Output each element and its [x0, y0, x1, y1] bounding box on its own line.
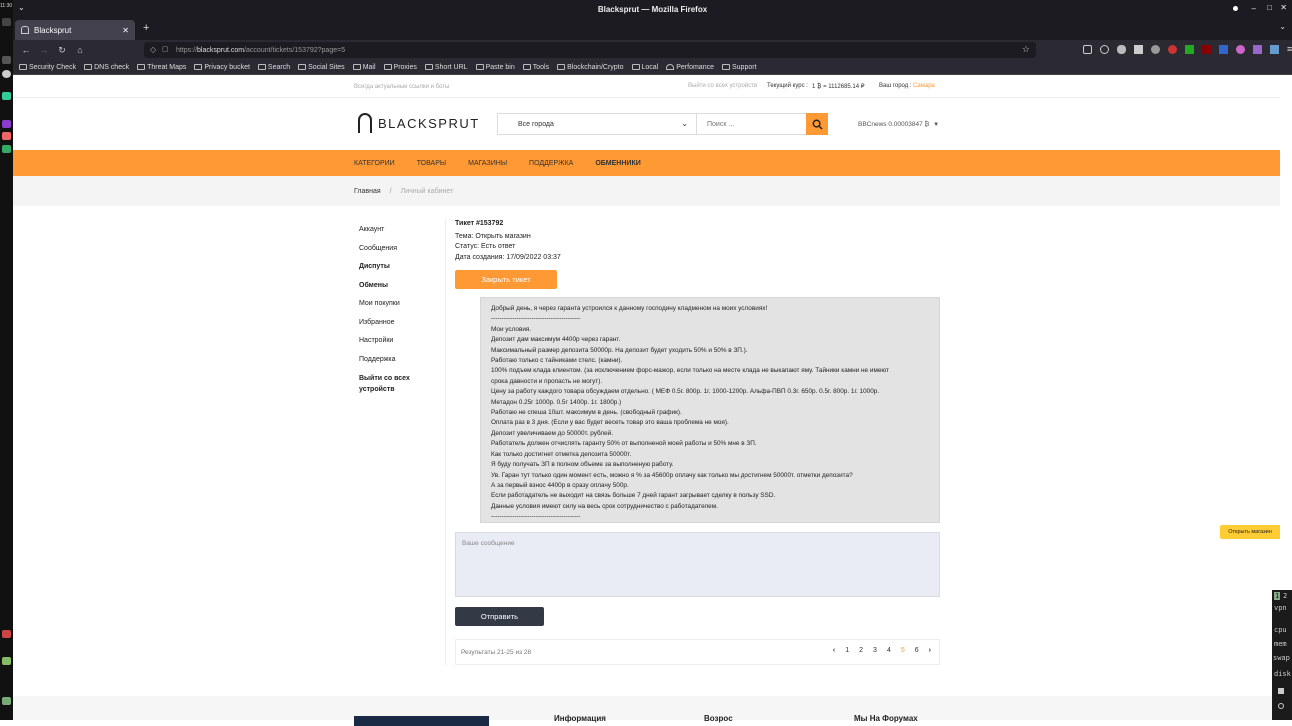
message-line: ------------------------------------------: [491, 315, 581, 323]
page-1[interactable]: 1: [845, 647, 850, 654]
page-6[interactable]: 6: [914, 647, 919, 654]
bookmark-label: Social Sites: [308, 63, 345, 71]
vpn-label: vpn: [1274, 604, 1287, 612]
main-menu: [13, 150, 1280, 176]
bitwarden-icon[interactable]: [1219, 45, 1228, 54]
bookmark-label: Support: [732, 63, 757, 71]
footer-heading-forums: Мы На Форумах: [854, 714, 918, 723]
os-volume-icon[interactable]: [2, 18, 11, 26]
bookmark-label: Paste bin: [485, 63, 515, 71]
speedometer-icon: [666, 64, 674, 70]
url-prefix: https://: [176, 46, 198, 54]
ticket-topic: Тема: Открыть магазин: [455, 232, 531, 240]
prev-page-icon[interactable]: ‹: [832, 647, 836, 654]
os-folder-icon[interactable]: [2, 657, 11, 665]
rate-value: 1 ₿ = 1112685.14 ₽: [812, 84, 865, 90]
page-4[interactable]: 4: [886, 647, 891, 654]
folder-icon: [425, 64, 433, 70]
menu-exchangers[interactable]: ОБМЕННИКИ: [595, 159, 641, 167]
adblock-icon[interactable]: [1168, 45, 1177, 54]
search-button[interactable]: [806, 113, 828, 135]
footer-heading-age: Возрос: [704, 714, 733, 723]
city-select-value: Все города: [518, 120, 554, 128]
bookmark-threat-maps[interactable]: [137, 64, 186, 71]
folder-icon: [258, 64, 266, 70]
url-bar[interactable]: [144, 42, 1036, 58]
message-line: Мои условия.: [491, 325, 532, 333]
cpu-label: cpu: [1274, 626, 1287, 634]
bookmark-label: Local: [641, 63, 659, 71]
os-tray-icon[interactable]: [2, 630, 11, 638]
message-line: Метадон 0.25г 1000р. 0.5г 1400р. 1г. 1800р.): [491, 398, 622, 406]
message-line: Работаю не спеша 10шт. максимум в день. (свободный график).: [491, 409, 682, 417]
message-line: Депозит увеличиваем до 50000т. рублей.: [491, 429, 614, 437]
city-value[interactable]: Самара: [913, 83, 935, 89]
footer-heading-info: Информация: [554, 714, 606, 723]
message-line: Цену за работу каждого товара обсуждаем отдельно. ( МЕФ 0.5г. 800р. 1г. 1000-1200р. Альфа-ПВП 0.3г. 650р. 0.5г. 800р. 1г. 1000р.: [491, 388, 880, 396]
close-ticket-button[interactable]: Закрыть тикет: [455, 270, 557, 289]
window-title: Blacksprut — Mozilla Firefox: [597, 5, 708, 14]
tab-bar: [13, 18, 1292, 40]
folder-icon: [298, 64, 306, 70]
navigation-toolbar: [13, 40, 1292, 60]
chevron-down-icon: ⌄: [681, 119, 688, 128]
maximize-icon[interactable]: □: [1267, 3, 1272, 12]
bookmark-privacy-bucket[interactable]: [194, 64, 250, 71]
shield-icon[interactable]: ◇: [150, 45, 157, 54]
forward-arrow-icon[interactable]: →: [39, 45, 49, 55]
bookmark-label: Blockchain/Crypto: [567, 63, 624, 71]
logout-all-link[interactable]: Выйти со всех устройств: [688, 83, 758, 89]
bookmark-star-icon[interactable]: ☆: [1021, 44, 1030, 54]
sidebar-item-settings[interactable]: Настройки: [359, 337, 394, 344]
disk-label: disk: [1274, 670, 1291, 678]
page-2[interactable]: 2: [859, 647, 864, 654]
breadcrumb-current: Личный кабинет: [400, 187, 454, 195]
bookmark-security-check[interactable]: [19, 64, 76, 71]
bookmarks-toolbar: [13, 60, 1292, 75]
balance-value: BBCnews 0.00003847 ₿: [858, 121, 930, 128]
page-3[interactable]: 3: [873, 647, 877, 654]
close-window-icon[interactable]: ✕: [1280, 3, 1287, 12]
ticket-title: Тикет #153792: [455, 220, 504, 227]
breadcrumb: [13, 176, 1280, 206]
system-monitor-panel: [1272, 590, 1292, 720]
sidebar-item-logout-all[interactable]: Выйти со всех устройств: [359, 375, 410, 393]
tab-label: Blacksprut: [34, 25, 72, 35]
menu-categories[interactable]: КАТЕГОРИИ: [354, 159, 395, 167]
lock-icon[interactable]: ▢: [162, 46, 169, 53]
message-line: Данные условия имеют силу на весь срок сотрудничество с работадателем.: [491, 502, 718, 510]
bookmark-dns-check[interactable]: [84, 64, 129, 71]
chevron-down-icon[interactable]: ⌄: [18, 3, 25, 12]
os-files-icon[interactable]: [2, 132, 11, 140]
message-line: Оплата раз в 3 дня. (Если у вас будет весеть товар это ваша проблема не моя).: [491, 419, 729, 427]
folder-icon: [84, 64, 92, 70]
ticket-content: [445, 219, 939, 665]
reload-icon[interactable]: ↻: [58, 44, 66, 55]
open-shop-button[interactable]: Открыть магазин: [1220, 525, 1280, 539]
site-logo[interactable]: [358, 113, 480, 133]
message-line: Ув. Гаран тут только один момент есть, можно я % за 45600р оплачу как только мы достигнем 50000т. отметки депозита?: [491, 471, 853, 479]
folder-icon: [194, 64, 202, 70]
city-label: Ваш город :: [879, 83, 912, 89]
pocket-icon[interactable]: [1083, 45, 1092, 54]
bookmark-search[interactable]: [258, 64, 290, 71]
top-info-strip: [13, 76, 1280, 98]
bookmark-local[interactable]: [632, 64, 659, 71]
lock-icon[interactable]: [1278, 688, 1284, 694]
bookmark-label: Tools: [532, 63, 550, 71]
bookmark-social-sites[interactable]: [298, 64, 345, 71]
breadcrumb-separator: /: [389, 187, 392, 195]
message-line: Добрый день, я через гаранта устроился к данному господину кладменом на моих условиях!: [491, 305, 768, 312]
message-line: ------------------------------------------: [491, 513, 581, 521]
reply-textarea[interactable]: [455, 532, 940, 597]
menu-shops[interactable]: МАГАЗИНЫ: [468, 159, 508, 167]
sidebar-item-account[interactable]: Аккаунт: [359, 226, 385, 233]
message-line: срока давности и пропасть не могут).: [491, 377, 603, 385]
site-header: [13, 98, 1280, 150]
ublock-icon[interactable]: [1202, 45, 1211, 54]
bookmark-perfomance[interactable]: [666, 64, 714, 71]
sidebar-item-favorites[interactable]: Избранное: [359, 318, 395, 326]
mem-label: mem: [1274, 640, 1287, 648]
ticket-status: Статус: Есть ответ: [455, 243, 516, 250]
extension-icons: [1083, 45, 1292, 54]
logo-mark-icon: [358, 113, 372, 133]
message-line: Работаю только с тайниками стелс. (камни).: [491, 357, 623, 365]
send-button[interactable]: Отправить: [455, 607, 544, 626]
message-line: Работатель должен отчислять гаранту 50% от выполненой моей работы и 50% мне в ЗП.: [491, 440, 757, 448]
os-app-icon[interactable]: [2, 92, 11, 100]
message-line: Как только достигнет отметка депозита 50000т.: [491, 450, 632, 458]
folder-icon: [632, 64, 640, 70]
message-line: А за первый взнос 4400р в сразу оплачу 500р.: [491, 481, 629, 489]
message-line: 100% подъем клада клиентом. (за исключением форс-мажор, если только на месте клада не выкапают яму. Тайники камни не имеют: [491, 367, 889, 375]
results-count: Результаты 21-25 из 28: [461, 648, 532, 656]
pagination: [833, 647, 931, 654]
bookmark-blockchain-crypto[interactable]: [557, 64, 623, 71]
message-line: Я буду получать ЗП в полном объеме за выполненую работу.: [491, 461, 674, 469]
bookmark-mail[interactable]: [353, 64, 376, 71]
url-path: /account/tickets/153792?page=5: [244, 46, 346, 54]
os-firefox-icon[interactable]: [2, 120, 11, 128]
message-line: Если работадатель не выходит на связь больше 7 дней гарант загрывает сделку в пользу SSD.: [491, 492, 776, 500]
power-icon[interactable]: [1278, 703, 1284, 709]
reply-placeholder: Ваше сообщение: [462, 540, 515, 547]
folder-icon: [137, 64, 145, 70]
web-page: [13, 76, 1280, 723]
next-page-icon[interactable]: ›: [928, 647, 931, 654]
folder-icon: [722, 64, 730, 70]
bookmark-short-url[interactable]: [425, 64, 468, 71]
os-power-icon[interactable]: [2, 56, 11, 64]
extension-green-icon[interactable]: [1185, 45, 1194, 54]
bookmark-label: Threat Maps: [147, 63, 187, 71]
tagline: Всегда актуальные ссылки и боты: [354, 84, 450, 90]
bookmark-label: Perfomance: [676, 63, 714, 71]
minimize-icon[interactable]: –: [1251, 4, 1256, 13]
caret-down-icon: ▼: [933, 122, 940, 128]
tab-blacksprut[interactable]: [15, 20, 135, 40]
menu-hamburger-icon[interactable]: ≡: [1287, 44, 1292, 54]
bookmark-tools[interactable]: [523, 64, 549, 71]
bookmark-support[interactable]: [722, 64, 757, 71]
menu-products[interactable]: ТОВАРЫ: [416, 159, 447, 167]
bookmark-label: Search: [267, 63, 291, 71]
os-side-panel: [0, 0, 13, 720]
folder-icon: [384, 64, 392, 70]
folder-icon: [557, 64, 565, 70]
menu-support[interactable]: ПОДДЕРЖКА: [529, 159, 574, 167]
tab-close-icon[interactable]: ✕: [122, 25, 129, 35]
os-clock: 11:30: [0, 3, 13, 9]
vpn-extension-icon[interactable]: [1117, 45, 1126, 54]
site-favicon-icon: [21, 26, 29, 34]
message-bubble: [480, 297, 940, 523]
rate-label: Текущий курс :: [767, 83, 808, 89]
folder-icon: [523, 64, 531, 70]
bookmark-label: Short URL: [434, 63, 468, 71]
window-titlebar: [13, 0, 1292, 18]
ticket-created: Дата создания: 17/09/2022 03:37: [455, 253, 561, 261]
home-icon[interactable]: ⌂: [77, 45, 83, 55]
list-tabs-icon[interactable]: ⌄: [1279, 22, 1286, 31]
new-tab-button[interactable]: +: [143, 22, 150, 34]
message-line: Максимальный размер депозита 50000р. На депозит будет уходить 50% и 50% в ЗП.).: [491, 346, 748, 354]
bookmark-label: Security Check: [29, 63, 77, 71]
bookmark-proxies[interactable]: [384, 64, 417, 71]
back-arrow-icon[interactable]: ←: [21, 45, 31, 55]
folder-icon: [353, 64, 361, 70]
tools-icon[interactable]: [1134, 45, 1143, 54]
bookmark-paste-bin[interactable]: [476, 64, 515, 71]
os-shield-icon[interactable]: [2, 145, 11, 153]
city-select[interactable]: [497, 113, 697, 135]
footer: [13, 696, 1280, 723]
logo-text: BLACKSPRUT: [378, 115, 480, 131]
bookmark-label: Mail: [362, 63, 376, 71]
workspace-1[interactable]: 1: [1275, 592, 1280, 600]
pagination-bar: [455, 639, 940, 665]
balance-dropdown[interactable]: [858, 121, 939, 128]
privacy-badger-icon[interactable]: [1236, 45, 1245, 54]
extension-blue-icon[interactable]: [1270, 45, 1279, 54]
bookmark-label: Privacy bucket: [204, 63, 250, 71]
bookmark-label: Proxies: [393, 63, 417, 71]
sidebar-item-messages[interactable]: Сообщения: [359, 244, 397, 252]
breadcrumb-home[interactable]: Главная: [354, 187, 381, 195]
os-settings-icon[interactable]: [2, 697, 11, 705]
folder-icon: [19, 64, 27, 70]
sidebar-item-disputes[interactable]: Диспуты: [359, 263, 390, 270]
extension-purple-icon[interactable]: [1253, 45, 1262, 54]
account-sidebar: [359, 226, 439, 393]
workspace-2[interactable]: 2: [1283, 592, 1288, 600]
history-icon[interactable]: [1100, 45, 1109, 54]
bookmark-label: DNS check: [94, 63, 130, 71]
search-input[interactable]: [697, 113, 807, 135]
message-line: Депозит дам максимум 4400р через гарант.: [491, 336, 621, 344]
sidebar-item-purchases[interactable]: Мои покупки: [359, 300, 400, 307]
page-5-current[interactable]: 5: [900, 647, 905, 654]
sidebar-item-exchanges[interactable]: Обмены: [359, 281, 388, 289]
swap-label: swap: [1273, 654, 1290, 662]
recording-dot-icon: [1233, 6, 1238, 11]
sidebar-item-support[interactable]: Поддержка: [359, 355, 396, 363]
footer-banner-image: [354, 716, 489, 726]
os-close-icon[interactable]: [2, 70, 11, 78]
folder-icon: [476, 64, 484, 70]
search-icon: [812, 119, 823, 130]
url-host: blacksprut.com: [197, 46, 245, 54]
camera-icon[interactable]: [1151, 45, 1160, 54]
